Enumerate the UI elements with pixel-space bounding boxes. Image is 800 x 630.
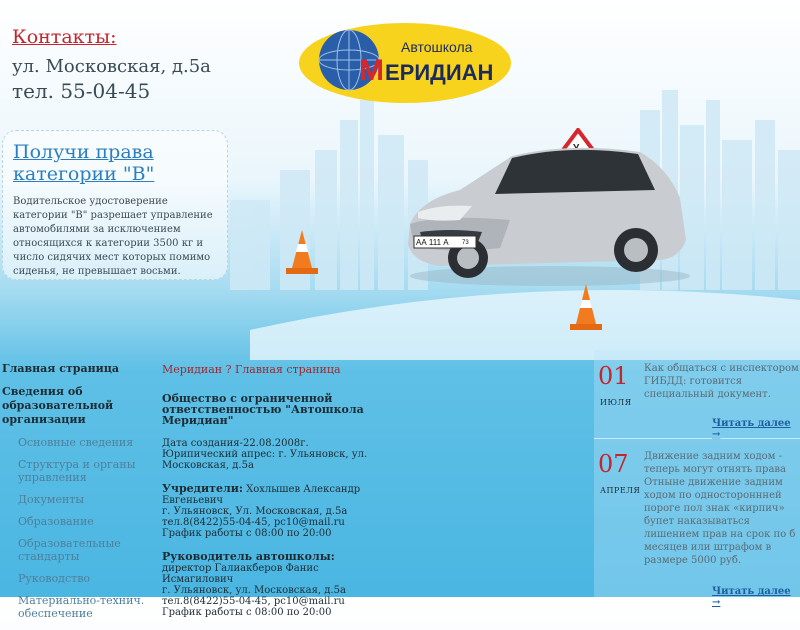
contacts-block [12, 26, 211, 103]
news-month: АПРЕЛЯ [600, 486, 641, 495]
license-plate [414, 236, 476, 248]
founders-hours: График работы с 08:00 по 20:00 [162, 528, 332, 539]
license-plate-region: 73 [462, 240, 469, 246]
legal-address: Юрипический апрес: г. Ульяновск, ул. Московская, д.5а [162, 449, 368, 471]
nav-subitem-standards[interactable]: Образовательные стандарты [18, 537, 121, 563]
director-hours: График работы с 08:00 по 20:00 [162, 607, 332, 618]
creation-date: Дата создания-22.08.2008г. [162, 438, 309, 449]
founders-name: Хохлышев Александр Евгеньевич [162, 484, 361, 506]
contacts-link[interactable] [12, 26, 211, 48]
logo-name-text: ЕРИДИАН [385, 60, 494, 85]
news-item [594, 446, 800, 608]
sidebar-nav [2, 362, 152, 629]
license-plate-number: АА 111 А [416, 238, 449, 247]
promo-title-link[interactable]: Получи права категории "В" [13, 141, 155, 185]
contacts-address: ул. Московская, д.5а [12, 56, 211, 77]
news-text[interactable]: Как общаться с инспектором ГИБДД: готовится специальный документ. [644, 363, 799, 400]
logo-letter: М [359, 54, 384, 87]
director-info [162, 551, 372, 618]
nav-section-organization[interactable]: Сведения об образовательной организации [2, 385, 114, 426]
meridian-logo[interactable] [297, 22, 513, 104]
news-divider [594, 438, 800, 439]
news-day: 01 [598, 362, 629, 390]
director-contact: тел.8(8422)55-04-45, pc10@mail.ru [162, 596, 345, 607]
read-more-link[interactable]: Читать далее → [712, 418, 791, 440]
organization-info [162, 438, 372, 471]
director-name: директор Галиакберов Фанис Исмагилович [162, 563, 319, 585]
organization-name: Общество с ограниченной ответственностью "Автошкола Меридиан" [162, 392, 364, 427]
founders-info [162, 483, 372, 539]
nav-subitem-facilities[interactable]: Материально-технич. обеспечение [18, 594, 145, 620]
traffic-cone-icon [282, 228, 322, 276]
logo-top-text: Автошкола [401, 39, 473, 55]
nav-subitem-basic-info[interactable]: Основные сведения [18, 436, 134, 449]
founders-label: Учредители: [162, 482, 243, 495]
director-label: Руководитель автошколы: [162, 550, 335, 563]
contacts-phone: тел. 55-04-45 [12, 79, 151, 103]
founders-address: г. Ульяновск, Ул. Московская, д.5а [162, 506, 348, 517]
read-more-link[interactable]: Читать далее → [712, 586, 791, 608]
founders-contact: тел.8(8422)55-04-45, pc10@mail.ru [162, 517, 345, 528]
nav-item-home[interactable]: Главная страница [2, 362, 120, 375]
news-panel [594, 350, 800, 608]
contacts-title[interactable]: Контакты [12, 26, 111, 48]
nav-subitem-documents[interactable]: Документы [18, 493, 85, 506]
promo-box [2, 130, 228, 280]
contacts-colon: : [110, 26, 117, 48]
main-content [162, 364, 372, 630]
news-day: 07 [598, 450, 629, 478]
promo-text: Водительское удостоверение категории "В" разрешает управление автомобилями за исключением относящихся к категории 3500 кг и число сидячих мест которых помимо сиденья, не превышает восьми. [13, 196, 213, 277]
breadcrumb[interactable]: Меридиан ? Главная страница [162, 363, 341, 376]
nav-subitem-education[interactable]: Образование [18, 515, 94, 528]
nav-subitem-structure[interactable]: Структура и органы управления [18, 458, 136, 484]
traffic-cone-icon [566, 282, 606, 332]
director-address: г. Ульяновск, ул. Московская, д.5а [162, 585, 346, 596]
car-image [400, 128, 692, 288]
news-item [594, 358, 800, 438]
news-month: ИЮЛЯ [600, 398, 632, 407]
news-text[interactable]: Движение задним ходом - теперь могут отнять права Отныне движение задним ходом по одностороннней пороге пол знак «кирпич» бупет наказываться лишением прав на срок по б месяцев или штрафом в размере 5000 руб. [644, 451, 796, 566]
nav-subitem-management[interactable]: Руководство [18, 572, 91, 585]
